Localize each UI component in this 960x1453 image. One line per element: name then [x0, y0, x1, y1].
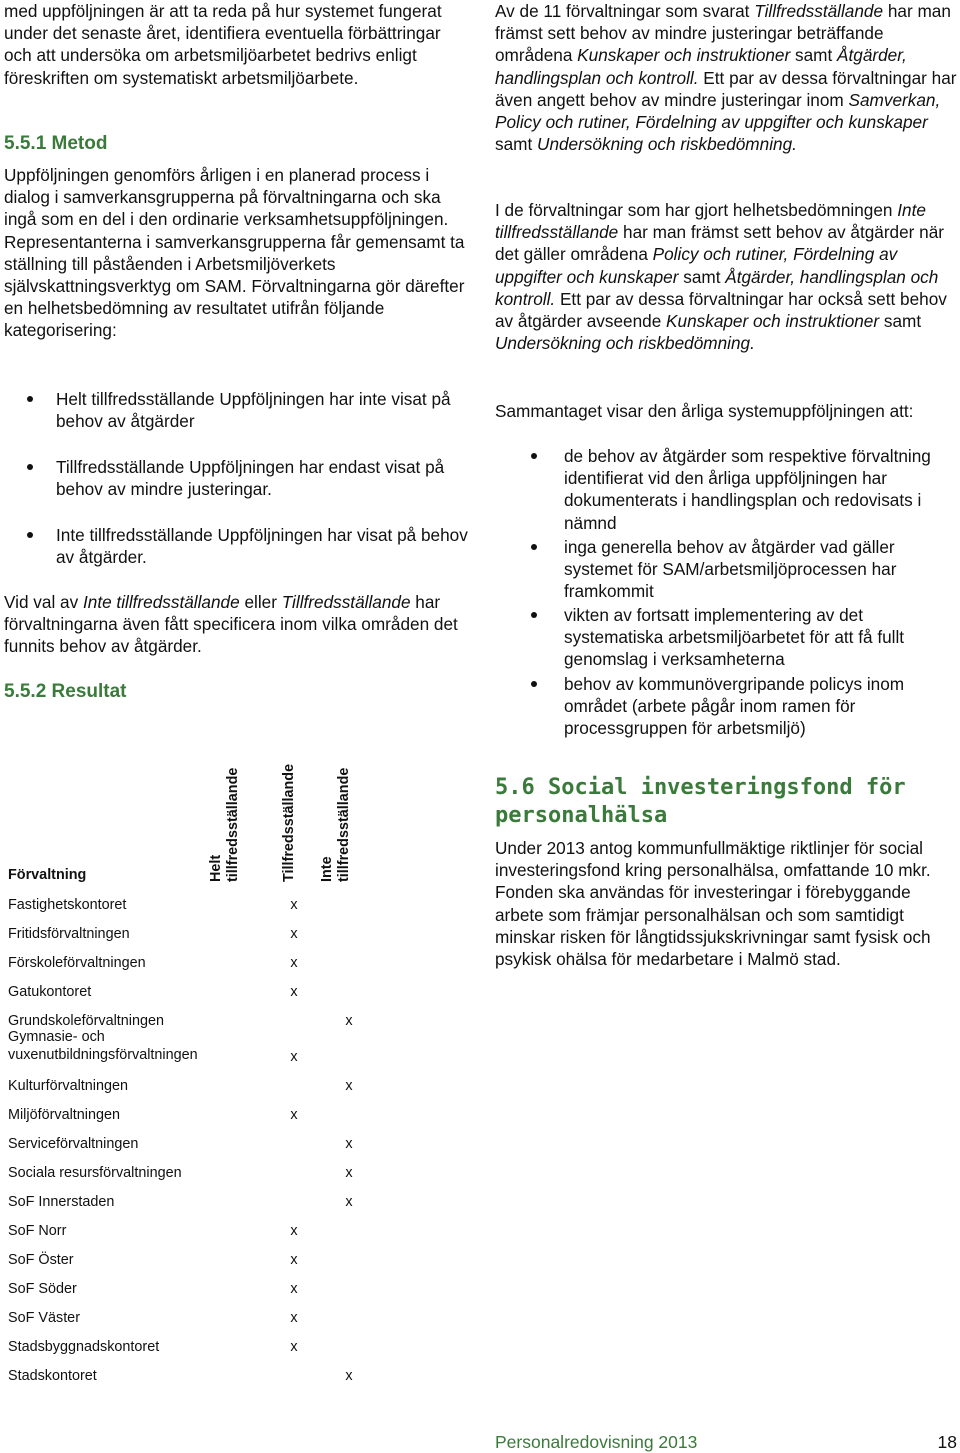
- table-row-name: Grundskoleförvaltningen: [8, 1013, 164, 1029]
- table-row-name: Fastighetskontoret: [8, 897, 127, 913]
- table-row-mark: x: [290, 1252, 298, 1268]
- table-row-mark: x: [290, 1223, 298, 1239]
- table-row-name: Fritidsförvaltningen: [8, 926, 130, 942]
- table-row-name: SoF Norr: [8, 1223, 67, 1239]
- table-row-mark: x: [345, 1165, 353, 1181]
- list-item: vikten av fortsatt implementering av det systematiska arbetsmiljöarbetet för att få fullt genomslag i verksamheterna: [495, 604, 957, 671]
- table-row-name: Förskoleförvaltningen: [8, 955, 146, 971]
- table-row-name: Sociala resursförvaltningen: [8, 1165, 182, 1181]
- fund-paragraph: Under 2013 antog kommunfullmäktige riktlinjer för social investeringsfond kring personalhälsa, omfattande 10 mkr. Fonden ska användas för investeringar i förebyggande arbete som främjar personalhälsan och som samtidigt minskar risken för långtidssjukskrivningar samt fysisk och psykisk ohälsa för medarbetare i Malmö stad.: [495, 838, 931, 970]
- list-item: Inte tillfredsställande Uppföljningen har visat på behov av åtgärder.: [4, 524, 470, 568]
- table-row-mark: x: [290, 897, 298, 913]
- heading-resultat: 5.5.2 Resultat: [4, 681, 127, 702]
- table-row-name: Miljöförvaltningen: [8, 1107, 120, 1123]
- table-row-mark: x: [345, 1194, 353, 1210]
- table-row-mark: x: [345, 1136, 353, 1152]
- heading-social-investeringsfond: 5.6 Social investeringsfond för personalhälsa: [495, 775, 906, 828]
- page-footer: [495, 1431, 957, 1453]
- metod-paragraph: Uppföljningen genomförs årligen i en planerad process i dialog i samverkansgrupperna på förvaltningarna och ska ingå som en del i den ordinarie verksamhetsuppföljningen. Representanterna i samverkansgrupperna får gemensamt ta ställning till påståenden i Arbetsmiljöverkets självskattningsverktyg om SAM. Förvaltningarna gör därefter en helhetsbedömning av resultatet utifrån följande kategorisering:: [4, 165, 465, 341]
- table-row-mark: x: [290, 984, 298, 1000]
- table-row-mark: x: [290, 1281, 298, 1297]
- table-row-mark: x: [345, 1078, 353, 1094]
- column-header-tillfredsstallande: Tillfredsställande: [281, 763, 297, 882]
- table-row-mark: x: [345, 1013, 353, 1029]
- list-item: behov av kommunövergripande policys inom området (arbete pågår inom ramen för processgruppen för arbetsmiljö): [495, 673, 957, 740]
- table-row-name: Stadskontoret: [8, 1368, 97, 1384]
- vid-val-paragraph: Vid val av Inte tillfredsställande eller Tillfredsställande har förvaltningarna även fått specificera inom vilka områden det funnits behov av åtgärder.: [4, 592, 458, 657]
- footer-title: Personalredovisning 2013: [495, 1432, 698, 1452]
- table-row-name: SoF Öster: [8, 1252, 74, 1268]
- page-number: 18: [937, 1432, 957, 1452]
- list-item: Tillfredsställande Uppföljningen har endast visat på behov av mindre justeringar.: [4, 456, 470, 500]
- table-row-name: Gatukontoret: [8, 984, 92, 1000]
- table-row-name: SoF Innerstaden: [8, 1194, 115, 1210]
- column-header-helt: Helt tillfredsställande: [208, 767, 241, 882]
- table-row-mark: x: [345, 1368, 353, 1384]
- list-item: de behov av åtgärder som respektive förvaltning identifierat vid den årliga uppföljningen har dokumenterats i handlingsplan och redovisats i nämnd: [495, 445, 957, 534]
- right-paragraph-3: Sammantaget visar den årliga systemuppföljningen att:: [495, 401, 914, 421]
- table-row-name: Stadsbyggnadskontoret: [8, 1339, 160, 1355]
- list-item: inga generella behov av åtgärder vad gäller systemet för SAM/arbetsmiljöprocessen har framkommit: [495, 536, 957, 603]
- column-header-forvaltning: Förvaltning: [8, 867, 87, 883]
- table-row-mark: x: [290, 1310, 298, 1326]
- right-paragraph-2: I de förvaltningar som har gjort helhetsbedömningen Inte tillfredsställande har man främst sett behov av åtgärder när det gäller områdena Policy och rutiner, Fördelning av uppgifter och kunskaper samt Åtgärder, handlingsplan och kontroll. Ett par av dessa förvaltningar har också sett behov av åtgärder avseende Kunskaper och instruktioner samt Undersökning och riskbedömning.: [495, 200, 947, 354]
- heading-metod: 5.5.1 Metod: [4, 133, 108, 154]
- column-header-inte: Inte tillfredsställande: [319, 767, 352, 882]
- list-item: Helt tillfredsställande Uppföljningen har inte visat på behov av åtgärder: [4, 388, 470, 432]
- table-row-name: SoF Söder: [8, 1281, 77, 1297]
- table-row-mark: x: [290, 1107, 298, 1123]
- table-row-mark: x: [290, 1049, 298, 1065]
- table-row-mark: x: [290, 926, 298, 942]
- table-row-name: SoF Väster: [8, 1310, 80, 1326]
- table-row-name: Serviceförvaltningen: [8, 1136, 139, 1152]
- result-table: [0, 760, 470, 1400]
- table-row-name: Gymnasie- och vuxenutbildningsförvaltningen: [8, 1029, 198, 1063]
- table-row-name: Kulturförvaltningen: [8, 1078, 128, 1094]
- intro-paragraph: med uppföljningen är att ta reda på hur systemet fungerat under det senaste året, identifiera eventuella förbättringar och att undersöka om arbetsmiljöarbetet bedrivs enligt föreskriften om systematiskt arbetsmiljöarbete.: [4, 1, 442, 88]
- table-row-mark: x: [290, 1339, 298, 1355]
- right-paragraph-1: Av de 11 förvaltningar som svarat Tillfredsställande har man främst sett behov av mindre justeringar beträffande områdena Kunskaper och instruktioner samt Åtgärder, handlingsplan och kontroll. Ett par av dessa förvaltningar har även angett behov av mindre justeringar inom Samverkan, Policy och rutiner, Fördelning av uppgifter och kunskaper samt Undersökning och riskbedömning.: [495, 1, 957, 155]
- table-row-mark: x: [290, 955, 298, 971]
